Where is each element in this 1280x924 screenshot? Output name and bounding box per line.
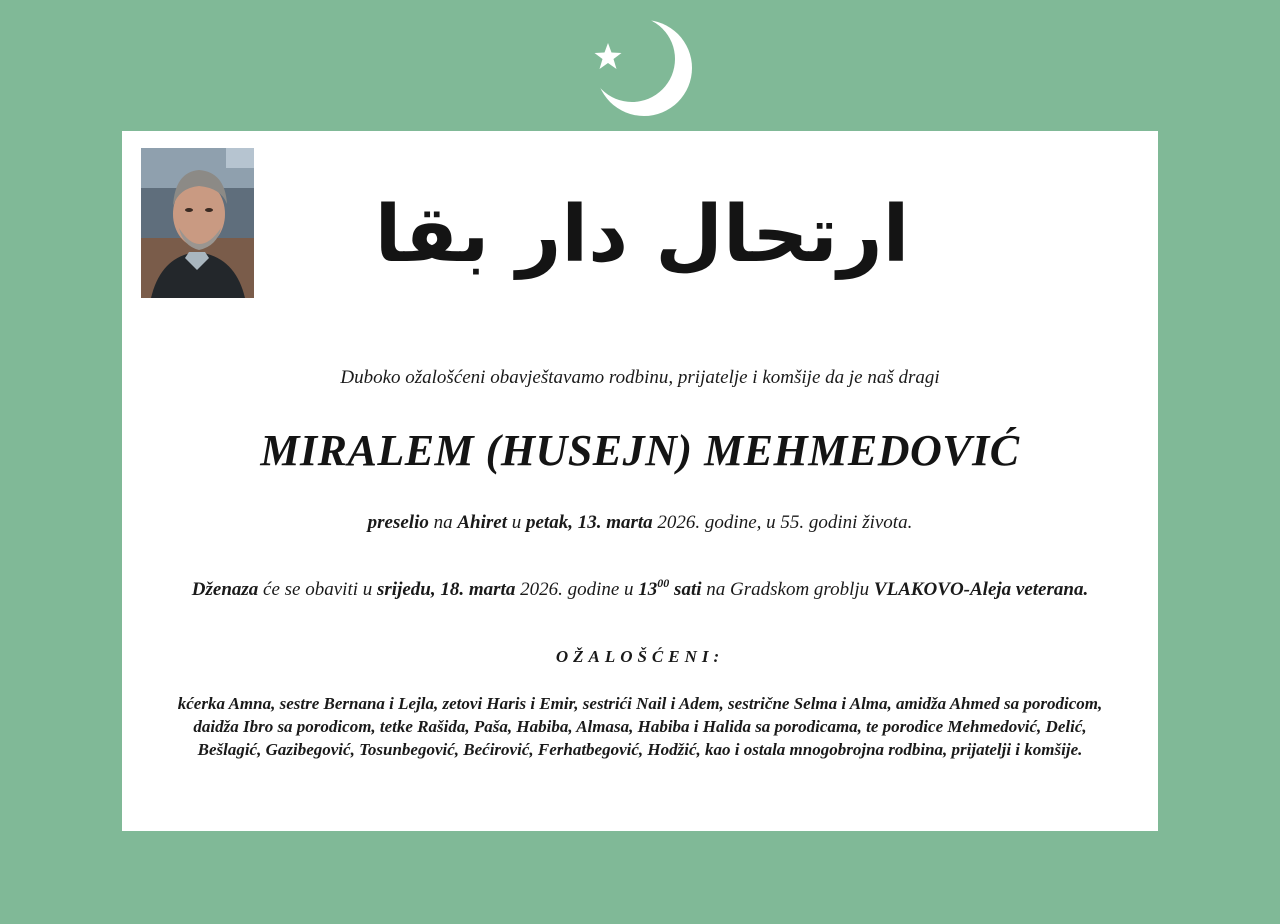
obituary-card — [122, 131, 1158, 831]
place-ahiret: Ahiret — [457, 512, 507, 533]
funeral-statement: Dženaza će se obaviti u srijedu, 18. marta 2026. godine u $13^{00}$ sati na Gradskom groblju VLAKOVO-Aleja veterana. — [191, 576, 1089, 600]
funeral-minutes: 00 — [657, 576, 670, 590]
mourners-list: kćerka Amna, sestre Bernana i Lejla, zetovi Haris i Emir, sestrići Nail i Adem, sestrične Selma i Alma, amidža Ahmed sa porodicom, daidža Ibro sa porodicom, tetke Rašida, Paša, Habiba, Almasa, Habiba i Halida sa porodicama, te porodice Mehmedović, Delić, Bešlagić, Gazibegović, Tosunbegović, Bećirović, Ferhatbegović, Hodžić, kao i ostala mnogobrojna rodbina, prijatelji i komšije. — [177, 694, 1103, 759]
portrait-photo — [141, 148, 254, 298]
funeral-sati: sati — [669, 579, 702, 600]
mourners-heading: OŽALOŠĆENI: — [555, 647, 725, 666]
funeral-date: srijedu, 18. marta — [377, 579, 516, 600]
verb-passed: preselio — [367, 512, 429, 533]
passing-statement: preselio na Ahiret u petak, 13. marta 2026. godine, u 55. godini života. — [367, 512, 913, 533]
arabic-calligraphy — [374, 149, 910, 299]
dzenaza-label: Dženaza — [191, 579, 259, 600]
passing-date: petak, 13. marta — [526, 512, 653, 533]
funeral-hour: 13 — [638, 579, 658, 600]
intro-text: Duboko ožalošćeni obavještavamo rodbinu, prijatelje i komšije da je naš dragi — [340, 367, 940, 388]
svg-text:ارتحال دار بقا: ارتحال دار بقا — [374, 190, 910, 280]
crescent-star-icon — [586, 16, 694, 120]
cemetery-location: VLAKOVO-Aleja veterana. — [873, 579, 1089, 600]
deceased-name: MIRALEM (HUSEJN) MEHMEDOVIĆ — [260, 426, 1020, 475]
